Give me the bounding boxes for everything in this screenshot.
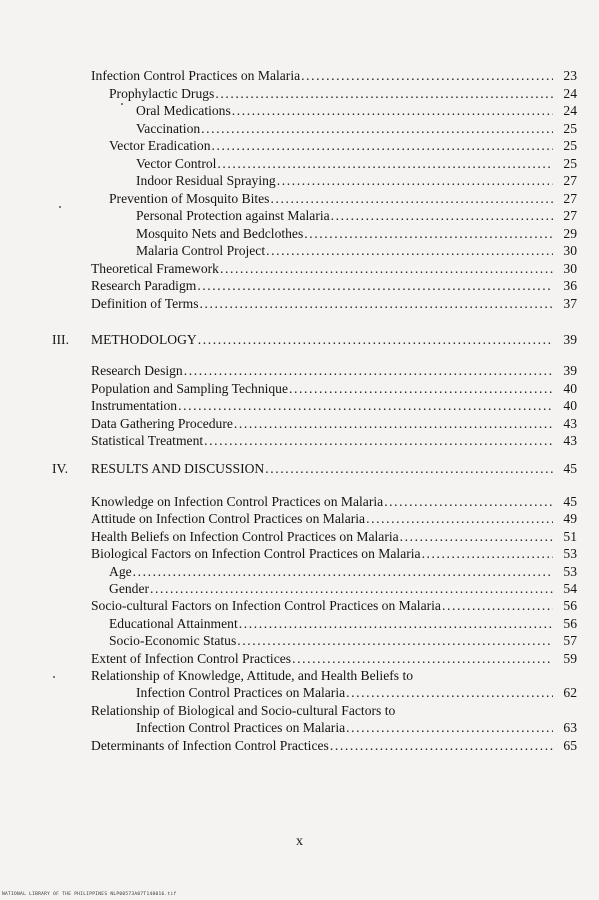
dot-leader xyxy=(270,191,553,207)
scan-speck xyxy=(59,206,61,208)
toc-page-number: 39 xyxy=(563,332,577,347)
toc-entry-label: Population and Sampling Technique xyxy=(91,380,289,396)
toc-page-number: 57 xyxy=(563,633,577,649)
toc-entry-label: Instrumentation xyxy=(91,398,178,413)
toc-page-number: 45 xyxy=(563,494,577,509)
toc-entry-label: Prevention of Mosquito Bites xyxy=(109,190,270,206)
dot-leader xyxy=(215,86,553,102)
toc-page-number: 23 xyxy=(563,68,577,83)
toc-entry-label: Malaria Control Project xyxy=(136,243,266,258)
dot-leader xyxy=(184,363,553,379)
toc-page-number: 65 xyxy=(563,737,577,753)
toc-entry-label: Research Paradigm xyxy=(91,278,197,293)
toc-page-number: 53 xyxy=(563,563,577,579)
dot-leader xyxy=(133,564,553,580)
toc-page-number: 37 xyxy=(563,295,577,311)
toc-page-number: 56 xyxy=(563,615,577,631)
toc-entry xyxy=(91,261,577,277)
toc-entry xyxy=(91,651,577,667)
toc-page-number: 54 xyxy=(563,581,577,596)
toc-entry-label: Definition of Terms xyxy=(91,295,199,311)
dot-leader xyxy=(289,381,553,397)
toc-page-number: 25 xyxy=(563,155,577,171)
toc-page-number: 45 xyxy=(563,461,577,476)
toc-page-number: 24 xyxy=(563,103,577,118)
toc-entry-label: Attitude on Infection Control Practices on Malaria xyxy=(91,511,366,527)
toc-entry xyxy=(91,296,577,312)
dot-leader xyxy=(331,208,553,224)
chapter-3-heading xyxy=(91,332,577,348)
toc-page-number: 51 xyxy=(563,528,577,544)
toc-entry-label: Vector Eradication xyxy=(109,138,211,153)
toc-entry xyxy=(109,86,577,102)
scan-speck xyxy=(53,676,55,678)
toc-entry xyxy=(136,156,577,172)
toc-entry xyxy=(109,633,577,649)
toc-entry xyxy=(136,685,577,701)
scan-footer: NATIONAL LIBRARY OF THE PHILIPPINES NLP00573A07T140016.tif xyxy=(2,892,177,897)
toc-page-number: 39 xyxy=(563,363,577,378)
toc-entry xyxy=(91,738,577,754)
toc-page-number: 53 xyxy=(563,546,577,562)
toc-entry xyxy=(91,278,577,294)
toc-entry-label: Personal Protection against Malaria xyxy=(136,208,330,223)
toc-entry xyxy=(136,173,577,189)
dot-leader xyxy=(198,332,553,348)
dot-leader xyxy=(220,261,553,277)
dot-leader xyxy=(366,511,553,527)
toc-entry-label: Prophylactic Drugs xyxy=(109,85,215,101)
toc-entry xyxy=(109,564,577,580)
toc-entry-label: Statistical Treatment xyxy=(91,433,204,448)
dot-leader xyxy=(346,685,553,701)
dot-leader xyxy=(266,243,553,259)
toc-page-number: 59 xyxy=(563,650,577,666)
toc-entry-label: Socio-Economic Status xyxy=(109,633,237,649)
dot-leader xyxy=(301,68,553,84)
toc-entry-label: Infection Control Practices on Malaria xyxy=(136,720,346,736)
toc-entry-label: Age xyxy=(109,563,132,579)
toc-entry-label: Determinants of Infection Control Practices xyxy=(91,737,329,753)
toc-page-number: 43 xyxy=(563,433,577,448)
dot-leader xyxy=(150,581,553,597)
dot-leader xyxy=(237,633,553,649)
toc-entry-label: Gender xyxy=(109,581,150,596)
toc-entry-label: Oral Medications xyxy=(136,103,231,118)
dot-leader xyxy=(422,546,553,562)
toc-entry xyxy=(136,226,577,242)
dot-leader xyxy=(277,173,553,189)
toc-entry-label: Educational Attainment xyxy=(109,615,238,631)
page-number: x xyxy=(296,834,303,849)
toc-entry-label: Infection Control Practices on Malaria xyxy=(136,685,346,701)
dot-leader xyxy=(217,156,553,172)
dot-leader xyxy=(442,598,553,614)
scan-speck xyxy=(121,103,123,105)
toc-entry-label: Indoor Residual Spraying xyxy=(136,173,276,188)
dot-leader xyxy=(304,226,553,242)
toc-entry xyxy=(136,243,577,259)
toc-page-number: 49 xyxy=(563,511,577,527)
toc-entry xyxy=(91,511,577,527)
toc-entry xyxy=(109,191,577,207)
toc-entry xyxy=(91,381,577,397)
toc-entry-label: METHODOLOGY xyxy=(91,332,197,347)
dot-leader xyxy=(400,529,553,545)
toc-entry xyxy=(91,598,577,614)
toc-entry xyxy=(109,138,577,154)
toc-entry-label: Vector Control xyxy=(136,155,217,171)
dot-leader xyxy=(384,494,553,510)
dot-leader xyxy=(201,121,553,137)
toc-page-number: 40 xyxy=(563,380,577,396)
dot-leader xyxy=(232,103,553,119)
toc-entry xyxy=(109,581,577,597)
toc-page-number: 24 xyxy=(563,85,577,101)
toc-entry-label: Relationship of Knowledge, Attitude, and Health Beliefs to xyxy=(91,668,414,683)
toc-entry-label: Extent of Infection Control Practices xyxy=(91,650,292,666)
toc-entry-label: Knowledge on Infection Control Practices on Malaria xyxy=(91,494,384,509)
chapter-4-heading xyxy=(91,461,577,477)
toc-entry xyxy=(136,121,577,137)
toc-entry xyxy=(91,546,577,562)
toc-entry-label: Theoretical Framework xyxy=(91,260,219,276)
dot-leader xyxy=(346,720,553,736)
toc-page-number: 36 xyxy=(563,278,577,293)
toc-entry-label: Biological Factors on Infection Control Practices on Malaria xyxy=(91,546,421,562)
toc-page-number: 56 xyxy=(563,598,577,614)
toc-page-number: 30 xyxy=(563,243,577,258)
chapter-3-numeral: III. xyxy=(52,332,69,347)
toc-entry xyxy=(91,668,577,684)
toc-entry-label: Relationship of Biological and Socio-cultural Factors to xyxy=(91,702,396,718)
toc-entry xyxy=(91,416,577,432)
toc-entry xyxy=(91,433,577,449)
toc-entry xyxy=(136,103,577,119)
toc-entry xyxy=(91,703,577,719)
dot-leader xyxy=(292,651,553,667)
toc-entry-label: Data Gathering Procedure xyxy=(91,415,233,431)
toc-entry xyxy=(91,529,577,545)
toc-page-number: 25 xyxy=(563,138,577,153)
toc-page-number: 62 xyxy=(563,685,577,701)
dot-leader xyxy=(204,433,553,449)
dot-leader xyxy=(239,616,553,632)
toc-entry xyxy=(109,616,577,632)
toc-entry xyxy=(136,720,577,736)
toc-page-number: 43 xyxy=(563,415,577,431)
toc-entry-label: RESULTS AND DISCUSSION xyxy=(91,461,265,476)
dot-leader xyxy=(234,416,553,432)
toc-page-number: 27 xyxy=(563,190,577,206)
toc-entry xyxy=(91,398,577,414)
dot-leader xyxy=(265,461,553,477)
toc-entry-label: Vaccination xyxy=(136,120,201,136)
dot-leader xyxy=(200,296,553,312)
chapter-4-numeral: IV. xyxy=(52,461,68,476)
toc-entry xyxy=(91,363,577,379)
toc-entry-label: Socio-cultural Factors on Infection Control Practices on Malaria xyxy=(91,598,441,614)
dot-leader xyxy=(330,738,553,754)
dot-leader xyxy=(212,138,553,154)
dot-leader xyxy=(197,278,553,294)
toc-page-number: 25 xyxy=(563,120,577,136)
toc-entry xyxy=(136,208,577,224)
dot-leader xyxy=(178,398,553,414)
toc-page-number: 29 xyxy=(563,225,577,241)
toc-entry xyxy=(91,68,577,84)
toc-page-number: 40 xyxy=(563,398,577,413)
toc-page-number: 27 xyxy=(563,208,577,223)
toc-entry-label: Research Design xyxy=(91,363,183,378)
toc-entry-label: Infection Control Practices on Malaria xyxy=(91,68,301,83)
toc-entry-label: Mosquito Nets and Bedclothes xyxy=(136,225,304,241)
toc-entry xyxy=(91,494,577,510)
toc-page-number: 30 xyxy=(563,260,577,276)
toc-page-number: 27 xyxy=(563,173,577,188)
toc-entry-label: Health Beliefs on Infection Control Practices on Malaria xyxy=(91,528,399,544)
toc-page-number: 63 xyxy=(563,720,577,736)
